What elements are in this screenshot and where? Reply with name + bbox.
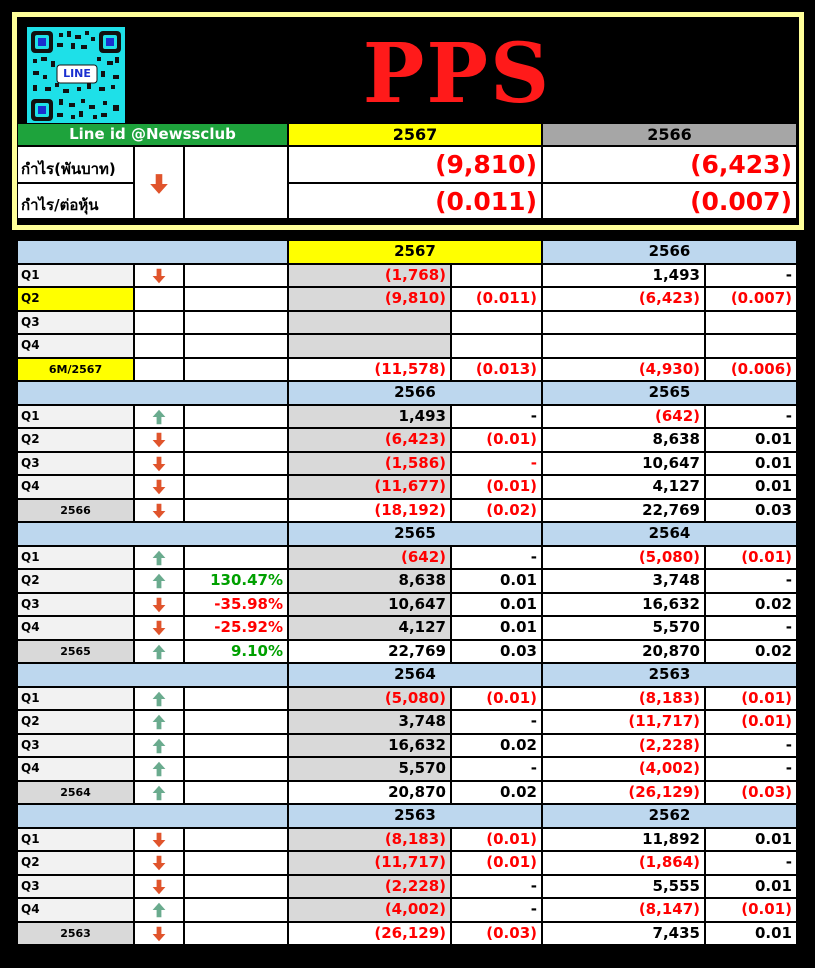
profit-current: [288, 311, 451, 335]
trend-cell: [134, 499, 184, 523]
eps-current: -: [451, 546, 542, 570]
eps-prev: 0.01: [705, 452, 797, 476]
eps-prev: -: [705, 569, 797, 593]
arrow-up-icon: [135, 406, 183, 425]
profit-current: (26,129): [288, 922, 451, 946]
quarterly-table: [17, 240, 797, 945]
section-year-prev: 2564: [542, 522, 797, 546]
quarter-label: Q3: [17, 311, 134, 335]
profit-current: (18,192): [288, 499, 451, 523]
growth-percent: [184, 287, 288, 311]
growth-percent: [184, 358, 288, 382]
summary-year-current: 2567: [288, 123, 542, 146]
growth-percent: [184, 828, 288, 852]
quarter-label: Q3: [17, 452, 134, 476]
growth-percent: [184, 405, 288, 429]
eps-prev: -: [705, 264, 797, 288]
section-year-prev: 2562: [542, 804, 797, 828]
section-header-blank: [17, 522, 288, 546]
profit-current: (1,586): [288, 452, 451, 476]
quarter-label: Q2: [17, 287, 134, 311]
profit-prev: (4,930): [542, 358, 705, 382]
profit-prev: (4,002): [542, 757, 705, 781]
profit-current: 20,870: [288, 781, 451, 805]
eps-prev: (0.01): [705, 546, 797, 570]
trend-cell: [134, 546, 184, 570]
profit-current: (11,578): [288, 358, 451, 382]
arrow-down-icon: [135, 594, 183, 613]
arrow-down-icon: [135, 852, 183, 871]
eps-prev: (0.01): [705, 687, 797, 711]
profit-current: 10,647: [288, 593, 451, 617]
summary-eps-prev: (0.007): [542, 183, 797, 219]
section-year-current: 2566: [288, 381, 542, 405]
growth-percent: -25.92%: [184, 616, 288, 640]
trend-cell: [134, 640, 184, 664]
eps-prev: 0.01: [705, 922, 797, 946]
quarter-label: Q4: [17, 898, 134, 922]
arrow-up-icon: [135, 547, 183, 566]
year-total-label: 2563: [17, 922, 134, 946]
eps-prev: (0.01): [705, 710, 797, 734]
profit-current: (6,423): [288, 428, 451, 452]
trend-cell: [134, 851, 184, 875]
arrow-down-icon: [135, 429, 183, 448]
profit-prev: 4,127: [542, 475, 705, 499]
profit-current: (2,228): [288, 875, 451, 899]
profit-current: [288, 334, 451, 358]
profit-prev: (5,080): [542, 546, 705, 570]
profit-prev: (8,183): [542, 687, 705, 711]
trend-cell: [134, 898, 184, 922]
growth-percent: [184, 734, 288, 758]
quarter-label: Q4: [17, 616, 134, 640]
eps-current: (0.03): [451, 922, 542, 946]
growth-percent: [184, 311, 288, 335]
section-year-current: 2564: [288, 663, 542, 687]
section-year-prev: 2565: [542, 381, 797, 405]
profit-current: (9,810): [288, 287, 451, 311]
qr-line-label: LINE: [63, 67, 91, 80]
eps-current: 0.01: [451, 593, 542, 617]
quarter-label: Q3: [17, 875, 134, 899]
quarter-label: Q1: [17, 546, 134, 570]
year-total-label: 2564: [17, 781, 134, 805]
profit-current: (4,002): [288, 898, 451, 922]
trend-cell: [134, 616, 184, 640]
profit-prev: 10,647: [542, 452, 705, 476]
eps-prev: 0.01: [705, 428, 797, 452]
trend-cell: [134, 475, 184, 499]
eps-current: (0.01): [451, 851, 542, 875]
quarter-label: Q1: [17, 687, 134, 711]
eps-current: 0.03: [451, 640, 542, 664]
eps-current: -: [451, 757, 542, 781]
trend-cell: [134, 569, 184, 593]
profit-prev: 7,435: [542, 922, 705, 946]
eps-current: (0.011): [451, 287, 542, 311]
eps-current: (0.013): [451, 358, 542, 382]
line-qr-code[interactable]: [27, 27, 125, 125]
section-header-blank: [17, 240, 288, 264]
growth-percent: [184, 499, 288, 523]
quarter-label: Q4: [17, 475, 134, 499]
trend-cell: [134, 311, 184, 335]
eps-current: 0.02: [451, 734, 542, 758]
profit-prev: 20,870: [542, 640, 705, 664]
arrow-up-icon: [135, 641, 183, 660]
eps-current: 0.02: [451, 781, 542, 805]
profit-prev: (26,129): [542, 781, 705, 805]
profit-current: 4,127: [288, 616, 451, 640]
arrow-down-icon: [135, 500, 183, 519]
growth-percent: [184, 710, 288, 734]
profit-prev: 11,892: [542, 828, 705, 852]
profit-prev: [542, 311, 705, 335]
profit-prev: (2,228): [542, 734, 705, 758]
profit-prev: 8,638: [542, 428, 705, 452]
eps-prev: 0.01: [705, 475, 797, 499]
eps-prev: (0.01): [705, 898, 797, 922]
growth-percent: 9.10%: [184, 640, 288, 664]
profit-prev: (8,147): [542, 898, 705, 922]
trend-cell: [134, 757, 184, 781]
profit-current: (8,183): [288, 828, 451, 852]
eps-current: -: [451, 875, 542, 899]
eps-prev: -: [705, 757, 797, 781]
quarter-label: Q4: [17, 757, 134, 781]
trend-cell: [134, 428, 184, 452]
section-year-prev: 2566: [542, 240, 797, 264]
eps-current: [451, 311, 542, 335]
quarter-label: Q3: [17, 734, 134, 758]
quarter-label: Q1: [17, 264, 134, 288]
period-total-label: 6M/2567: [17, 358, 134, 382]
profit-current: (11,677): [288, 475, 451, 499]
eps-current: 0.01: [451, 616, 542, 640]
growth-percent: [184, 428, 288, 452]
eps-current: [451, 334, 542, 358]
trend-cell: [134, 405, 184, 429]
eps-label: กำไร/ต่อหุ้น: [17, 183, 134, 219]
arrow-down-icon: [135, 617, 183, 636]
arrow-up-icon: [135, 688, 183, 707]
summary-arrow-down-icon: [135, 173, 183, 195]
eps-prev: 0.02: [705, 640, 797, 664]
quarter-label: Q1: [17, 405, 134, 429]
quarter-label: Q2: [17, 710, 134, 734]
quarter-label: Q3: [17, 593, 134, 617]
eps-prev: -: [705, 851, 797, 875]
profit-prev: (1,864): [542, 851, 705, 875]
profit-current: (1,768): [288, 264, 451, 288]
eps-current: (0.02): [451, 499, 542, 523]
growth-percent: [184, 875, 288, 899]
arrow-down-icon: [135, 476, 183, 495]
trend-cell: [134, 452, 184, 476]
trend-cell: [134, 710, 184, 734]
section-year-current: 2563: [288, 804, 542, 828]
profit-prev: (6,423): [542, 287, 705, 311]
profit-prev: 5,570: [542, 616, 705, 640]
trend-cell: [134, 358, 184, 382]
profit-current: (642): [288, 546, 451, 570]
trend-cell: [134, 334, 184, 358]
growth-percent: [184, 757, 288, 781]
arrow-up-icon: [135, 758, 183, 777]
eps-prev: (0.03): [705, 781, 797, 805]
eps-current: -: [451, 710, 542, 734]
growth-percent: [184, 475, 288, 499]
growth-percent: [184, 334, 288, 358]
eps-prev: (0.006): [705, 358, 797, 382]
year-total-label: 2565: [17, 640, 134, 664]
profit-current: 5,570: [288, 757, 451, 781]
growth-percent: -35.98%: [184, 593, 288, 617]
quarter-label: Q2: [17, 569, 134, 593]
profit-label: กำไร(พันบาท): [17, 146, 134, 183]
eps-current: -: [451, 405, 542, 429]
trend-cell: [134, 593, 184, 617]
summary-blank-cell: [184, 146, 288, 219]
section-year-current: 2565: [288, 522, 542, 546]
eps-current: (0.01): [451, 828, 542, 852]
summary-year-prev: 2566: [542, 123, 797, 146]
arrow-up-icon: [135, 735, 183, 754]
section-header-blank: [17, 804, 288, 828]
eps-prev: [705, 334, 797, 358]
growth-percent: [184, 851, 288, 875]
eps-prev: 0.01: [705, 875, 797, 899]
trend-cell: [134, 264, 184, 288]
profit-current: 22,769: [288, 640, 451, 664]
quarter-label: Q4: [17, 334, 134, 358]
trend-cell: [134, 922, 184, 946]
quarter-label: Q1: [17, 828, 134, 852]
section-year-prev: 2563: [542, 663, 797, 687]
profit-prev: (642): [542, 405, 705, 429]
profit-prev: 3,748: [542, 569, 705, 593]
arrow-up-icon: [135, 570, 183, 589]
summary-eps-current: (0.011): [288, 183, 542, 219]
profit-current: 8,638: [288, 569, 451, 593]
growth-percent: [184, 922, 288, 946]
growth-percent: [184, 546, 288, 570]
quarter-label: Q2: [17, 428, 134, 452]
summary-panel: [12, 12, 804, 230]
eps-current: [451, 264, 542, 288]
section-header-blank: [17, 381, 288, 405]
eps-current: 0.01: [451, 569, 542, 593]
eps-prev: -: [705, 734, 797, 758]
trend-cell: [134, 781, 184, 805]
arrow-down-icon: [135, 453, 183, 472]
arrow-down-icon: [135, 876, 183, 895]
profit-prev: (11,717): [542, 710, 705, 734]
line-id-label[interactable]: Line id @Newssclub: [17, 123, 288, 146]
trend-cell: [134, 287, 184, 311]
eps-prev: -: [705, 616, 797, 640]
eps-prev: [705, 311, 797, 335]
eps-prev: 0.03: [705, 499, 797, 523]
profit-prev: 16,632: [542, 593, 705, 617]
trend-cell: [134, 875, 184, 899]
arrow-down-icon: [135, 923, 183, 942]
year-total-label: 2566: [17, 499, 134, 523]
growth-percent: 130.47%: [184, 569, 288, 593]
growth-percent: [184, 898, 288, 922]
profit-prev: 22,769: [542, 499, 705, 523]
profit-current: 1,493: [288, 405, 451, 429]
section-year-current: 2567: [288, 240, 542, 264]
arrow-up-icon: [135, 711, 183, 730]
arrow-up-icon: [135, 899, 183, 918]
eps-current: (0.01): [451, 428, 542, 452]
trend-cell: [134, 734, 184, 758]
arrow-up-icon: [135, 782, 183, 801]
summary-trend-cell: [134, 146, 184, 219]
eps-current: -: [451, 452, 542, 476]
trend-cell: [134, 687, 184, 711]
profit-prev: 1,493: [542, 264, 705, 288]
eps-current: (0.01): [451, 687, 542, 711]
eps-prev: 0.01: [705, 828, 797, 852]
eps-prev: -: [705, 405, 797, 429]
trend-cell: [134, 828, 184, 852]
growth-percent: [184, 781, 288, 805]
summary-profit-current: (9,810): [288, 146, 542, 183]
page-title: PPS: [362, 26, 552, 122]
section-header-blank: [17, 663, 288, 687]
eps-current: (0.01): [451, 475, 542, 499]
eps-prev: 0.02: [705, 593, 797, 617]
profit-prev: [542, 334, 705, 358]
arrow-down-icon: [135, 829, 183, 848]
profit-current: (5,080): [288, 687, 451, 711]
summary-profit-prev: (6,423): [542, 146, 797, 183]
growth-percent: [184, 687, 288, 711]
summary-panel-inner: [17, 17, 799, 225]
profit-current: (11,717): [288, 851, 451, 875]
eps-prev: (0.007): [705, 287, 797, 311]
arrow-down-icon: [135, 265, 183, 284]
growth-percent: [184, 452, 288, 476]
quarter-label: Q2: [17, 851, 134, 875]
growth-percent: [184, 264, 288, 288]
eps-current: -: [451, 898, 542, 922]
profit-current: 3,748: [288, 710, 451, 734]
profit-current: 16,632: [288, 734, 451, 758]
profit-prev: 5,555: [542, 875, 705, 899]
